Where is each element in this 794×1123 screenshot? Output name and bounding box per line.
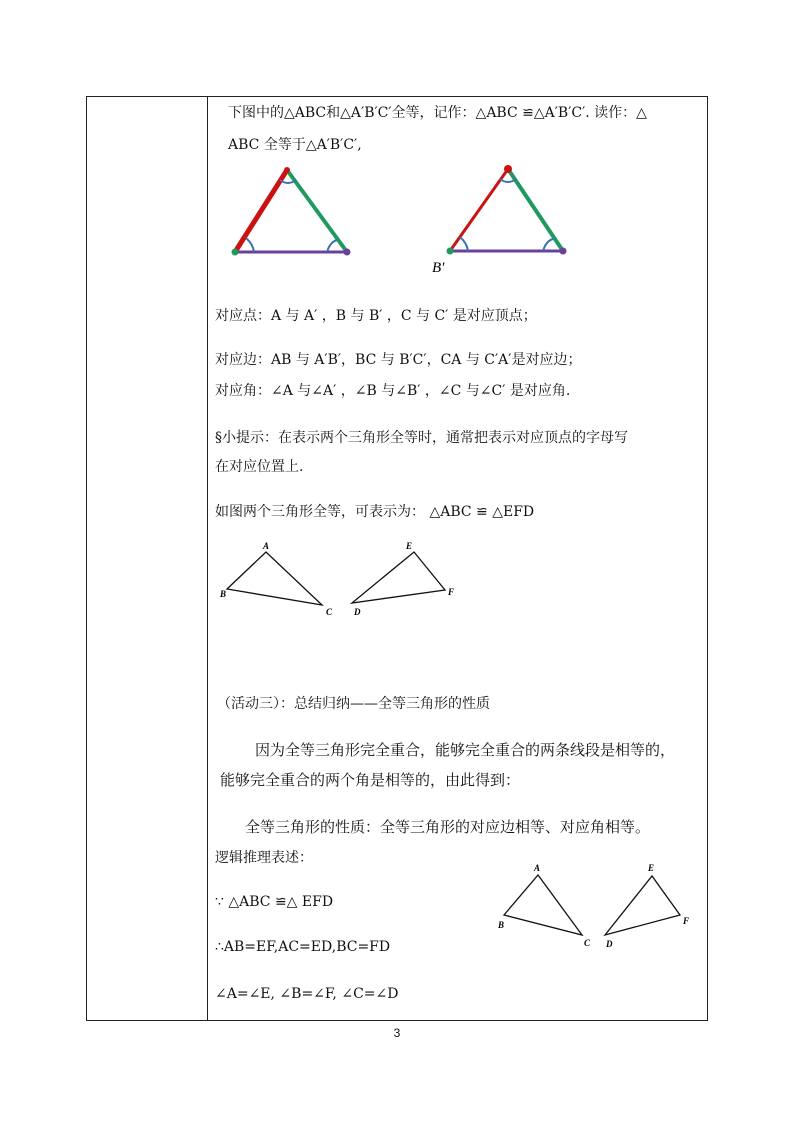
intro-line-1: 下图中的△ABC和△A′B′C′全等，记作：△ABC ≌△A′B′C′. 读作：△ [228,105,647,121]
label-b-prime: B′ [432,260,445,276]
figure-triangles-reasoning [490,860,700,955]
left-angle-b-arc [246,238,254,252]
corresponding-sides: 对应边：AB 与 A′B′，BC 与 B′C′，CA 与 C′A′是对应边； [215,352,582,368]
label-f-2: F [683,916,690,926]
right-vertex-c [560,248,567,255]
right-angle-a-arc [500,179,516,182]
example-text: 如图两个三角形全等，可表示为： △ABC ≌ △EFD [215,504,535,520]
triangle-abc-2 [504,875,582,935]
left-vertex-c [344,249,351,256]
triangle-efd [352,552,445,603]
therefore-statement: ∴AB=EF,AC=ED,BC=FD [215,939,391,955]
label-d: D [354,607,361,617]
triangle-abc [227,552,322,605]
activity3-heading: （活动三）：总结归纳——全等三角形的性质 [217,696,490,712]
label-b-2: B [498,920,505,930]
triangle-efd-2 [605,876,680,935]
left-triangle-side-ac [287,170,347,252]
left-angle-c-arc [327,240,337,252]
tip-line-1: §小提示：在表示两个三角形全等时，通常把表示对应顶点的字母写 [215,430,628,446]
left-vertex-a [284,167,290,173]
column-divider [207,97,208,1020]
label-a-2: A [534,863,541,873]
left-vertex-b [232,249,239,256]
label-e-2: E [648,863,655,873]
right-angle-b-arc [460,237,468,251]
property-statement: 全等三角形的性质：全等三角形的对应边相等、对应角相等。 [245,818,651,836]
tip-line-2: 在对应位置上. [215,459,304,475]
right-triangle-side-ac [508,169,563,251]
left-angle-a-arc [280,180,296,183]
label-c-2: C [584,938,591,948]
right-triangle-side-ab [450,169,508,251]
paragraph-line-2: 能够完全重合的两个角是相等的，由此得到： [220,771,521,789]
intro-line-2: ABC 全等于△A′B′C′, [228,137,362,153]
page-number: 3 [393,1026,401,1040]
label-a: A [263,541,270,551]
label-c: C [326,607,333,617]
right-angle-c-arc [543,239,553,251]
left-triangle-side-ab [235,170,287,252]
label-b: B [220,589,227,599]
label-f: F [448,587,455,597]
corresponding-angles: 对应角：∠A 与∠A′ ，∠B 与∠B′ ，∠C 与∠C′ 是对应角. [215,383,571,399]
figure-colored-triangles [220,160,580,280]
figure-triangles-abc-efd [215,538,475,620]
reasoning-label: 逻辑推理表述： [215,850,313,866]
angles-equal-statement: ∠A=∠E, ∠B=∠F, ∠C=∠D [215,986,399,1002]
paragraph-line-1: 因为全等三角形完全重合，能够完全重合的两条线段是相等的， [255,741,676,759]
label-d-2: D [606,939,613,949]
corresponding-points: 对应点：A 与 A′ ，B 与 B′ ，C 与 C′ 是对应顶点； [215,308,537,324]
right-vertex-b [447,248,454,255]
label-e: E [406,541,413,551]
because-statement: ∵ △ABC ≌△ EFD [215,894,334,910]
right-vertex-a [504,165,512,173]
